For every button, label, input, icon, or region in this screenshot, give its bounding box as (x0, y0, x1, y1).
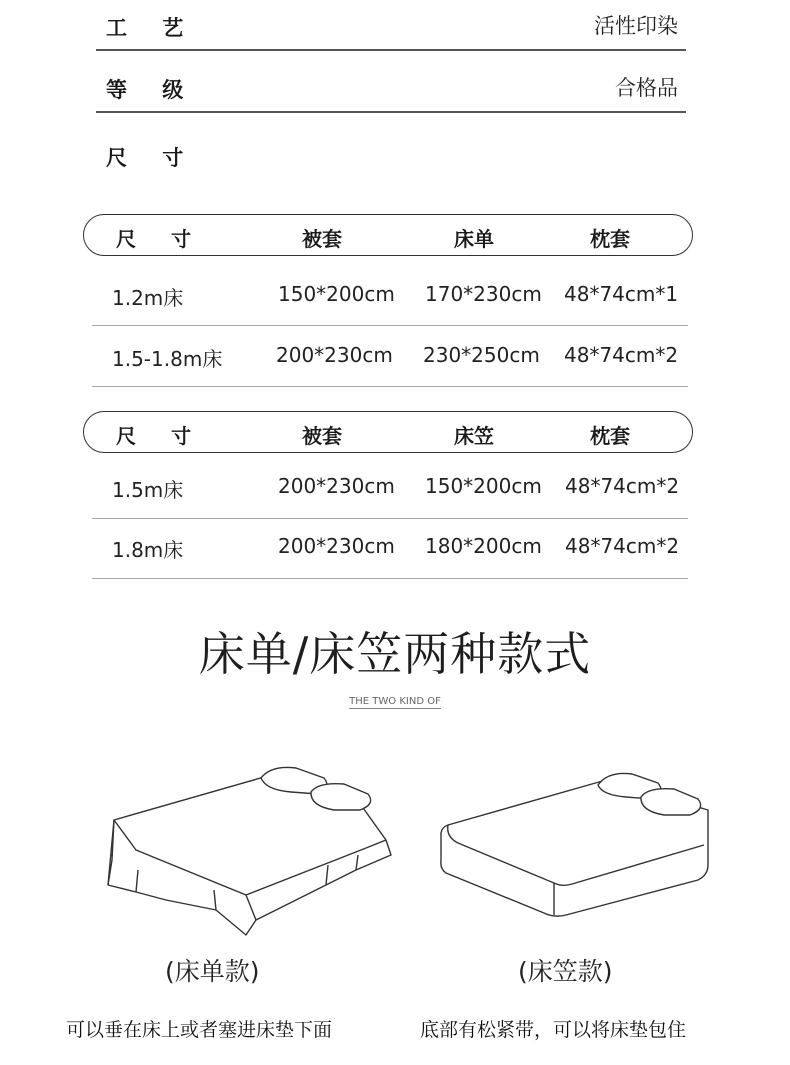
cell-sheet: 170*230cm (425, 282, 542, 306)
section-subtitle-text: THE TWO KIND OF (349, 696, 441, 707)
cell-duvet: 150*200cm (278, 282, 395, 306)
flat-sheet-style-name: (床单款) (165, 957, 260, 986)
flat-sheet-description: 可以垂在床上或者塞进床垫下面 (66, 1019, 333, 1041)
table-row (92, 520, 688, 580)
cell-pillowcase: 48*74cm*1 (564, 282, 679, 306)
header-pillowcase: 枕套 (590, 227, 630, 251)
divider (92, 386, 688, 387)
section-title: 床单/床笠两种款式 (198, 627, 592, 681)
cell-duvet: 200*230cm (278, 534, 395, 558)
cell-fitted-sheet: 180*200cm (425, 534, 542, 558)
cell-fitted-sheet: 150*200cm (425, 474, 542, 498)
cell-sheet: 230*250cm (423, 343, 540, 367)
table-row (92, 268, 688, 328)
header-fitted-sheet: 床笠 (454, 424, 494, 448)
spec-label: 工 艺 (106, 16, 198, 40)
spec-value: 活性印染 (594, 14, 678, 38)
flat-sheet-bed-illustration (96, 760, 396, 940)
fitted-sheet-style-name: (床笠款) (518, 957, 613, 986)
table2-header (83, 411, 693, 453)
cell-pillowcase: 48*74cm*2 (565, 474, 680, 498)
header-duvet: 被套 (302, 227, 342, 251)
header-duvet: 被套 (302, 424, 342, 448)
header-size: 尺 寸 (116, 227, 205, 251)
table-row (92, 460, 688, 520)
divider (92, 325, 688, 326)
spec-label: 等 级 (106, 78, 198, 102)
cell-size: 1.5m床 (112, 478, 184, 502)
cell-pillowcase: 48*74cm*2 (564, 343, 679, 367)
spec-row-grade (96, 66, 686, 126)
fitted-sheet-description: 底部有松紧带，可以将床垫包住 (420, 1019, 687, 1041)
header-sheet: 床单 (454, 227, 494, 251)
header-size: 尺 寸 (116, 424, 205, 448)
divider (92, 578, 688, 579)
divider (96, 111, 686, 113)
cell-duvet: 200*230cm (276, 343, 393, 367)
cell-size: 1.8m床 (112, 538, 184, 562)
table-row (92, 329, 688, 389)
cell-size: 1.5-1.8m床 (112, 347, 223, 371)
header-pillowcase: 枕套 (590, 424, 630, 448)
table1-header (83, 214, 693, 256)
divider (96, 49, 686, 51)
spec-row-size (96, 134, 686, 194)
divider (92, 518, 688, 519)
spec-row-craft (96, 4, 686, 64)
cell-duvet: 200*230cm (278, 474, 395, 498)
spec-label: 尺 寸 (106, 146, 198, 170)
fitted-sheet-bed-illustration (436, 765, 716, 925)
cell-size: 1.2m床 (112, 286, 184, 310)
spec-value: 合格品 (615, 76, 678, 100)
section-subtitle (0, 696, 790, 707)
cell-pillowcase: 48*74cm*2 (565, 534, 680, 558)
